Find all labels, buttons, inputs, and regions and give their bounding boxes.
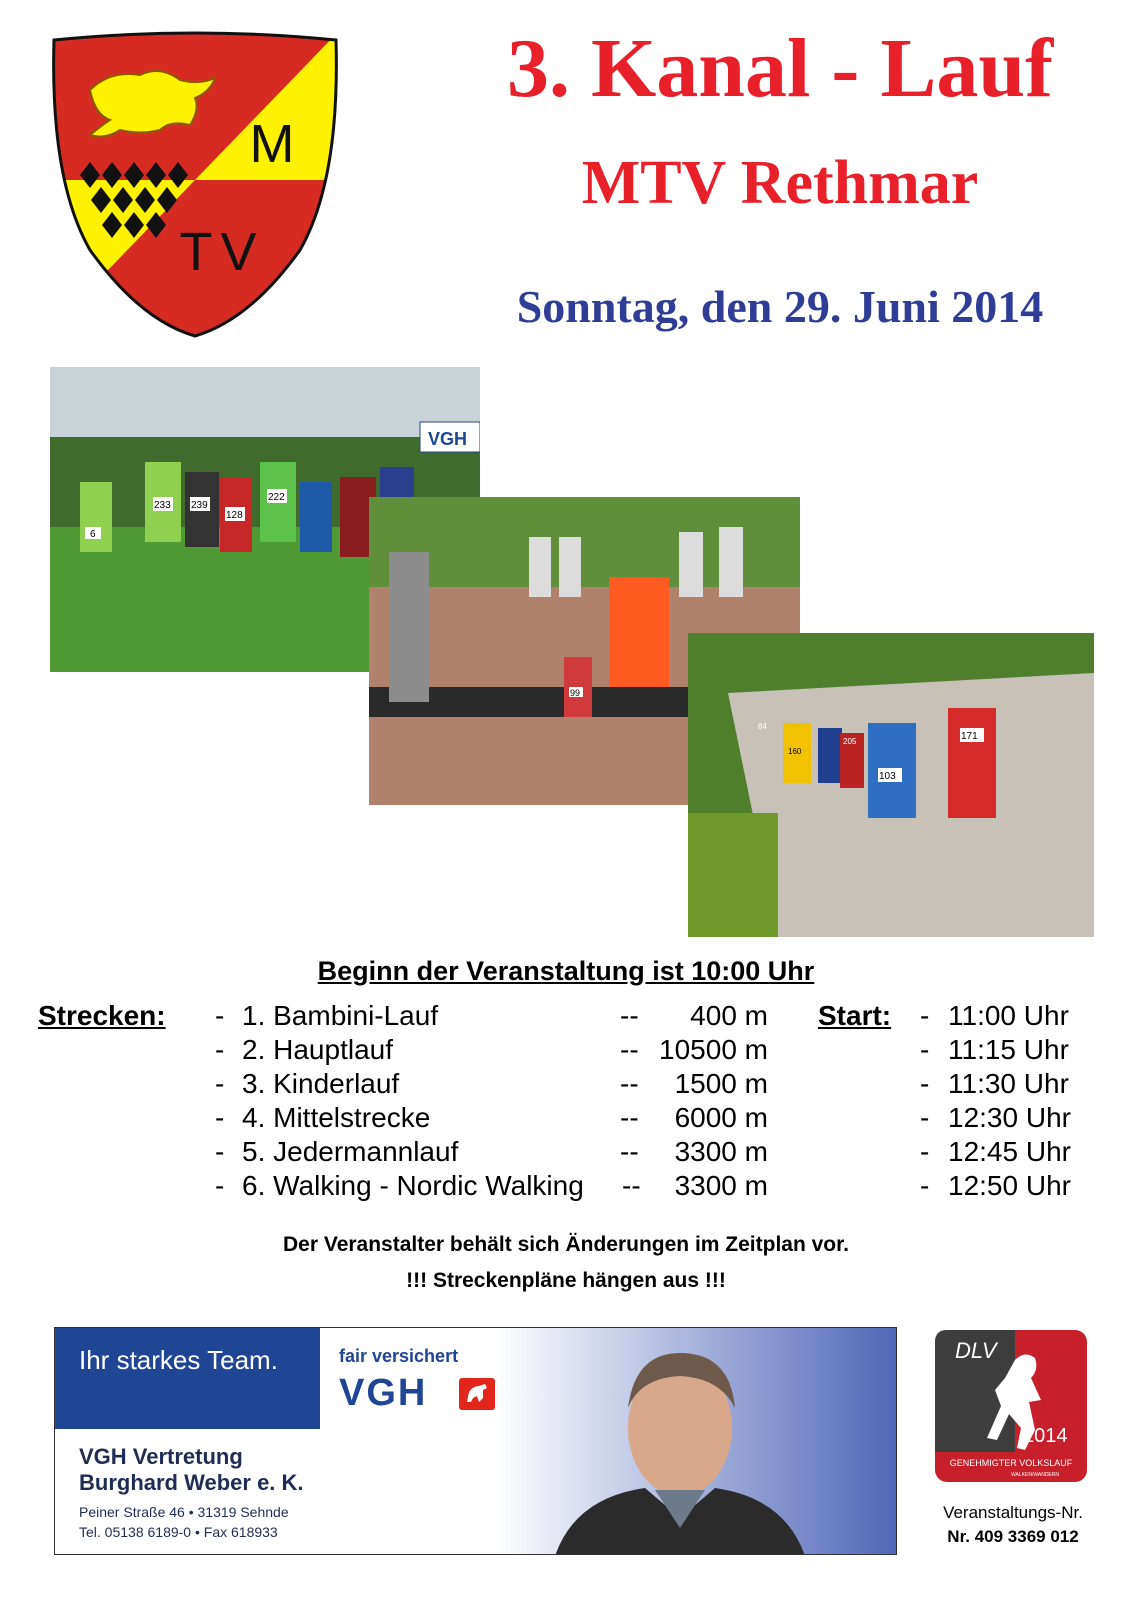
dlv-sub: WALKEN/WANDERN xyxy=(1011,1472,1059,1478)
race-dash: - xyxy=(920,1170,930,1201)
agent-portrait-photo xyxy=(495,1328,897,1555)
race-distance: 3300 m xyxy=(674,1170,768,1201)
race-dash: - xyxy=(215,1034,225,1065)
race-dash: - xyxy=(215,1068,225,1099)
race-separator: -- xyxy=(620,1034,639,1065)
bib: 99 xyxy=(570,688,581,698)
ad-slogan: Ihr starkes Team. xyxy=(79,1345,278,1375)
schedule-change-note: Der Veranstalter behält sich Änderungen im Zeitplan vor. xyxy=(283,1233,849,1256)
ad-owner: Burghard Weber e. K. xyxy=(79,1470,304,1495)
race-separator: -- xyxy=(620,1136,639,1167)
club-crest-logo xyxy=(50,30,340,340)
race-distance: 10500 m xyxy=(659,1034,768,1065)
ad-phone: Tel. 05138 6189-0 • Fax 618933 xyxy=(79,1524,278,1540)
bib: 6 xyxy=(90,529,96,540)
ad-agency: VGH Vertretung xyxy=(79,1444,243,1469)
crest-letter-m: M xyxy=(249,114,295,174)
bib: 128 xyxy=(226,510,243,521)
race-separator: -- xyxy=(622,1170,641,1201)
bib: 205 xyxy=(843,737,857,746)
race-name: 3. Kinderlauf xyxy=(242,1068,400,1099)
route-plans-note: !!! Streckenpläne hängen aus !!! xyxy=(406,1269,726,1292)
race-dash: - xyxy=(920,1102,930,1133)
event-date: Sonntag, den 29. Juni 2014 xyxy=(516,281,1044,332)
race-name: 1. Bambini-Lauf xyxy=(242,1000,439,1031)
start-label: Start: xyxy=(818,1000,892,1031)
race-separator: -- xyxy=(620,1068,639,1099)
runners-path-photo xyxy=(688,633,1094,937)
event-number: Nr. 409 3369 012 xyxy=(947,1527,1079,1546)
dlv-year: 2014 xyxy=(1023,1425,1068,1447)
race-name: 5. Jedermannlauf xyxy=(242,1136,459,1167)
race-start-time: 12:50 Uhr xyxy=(948,1170,1071,1201)
race-distance: 3300 m xyxy=(674,1136,768,1167)
race-dash: - xyxy=(215,1170,225,1201)
dlv-volkslauf-badge xyxy=(935,1330,1087,1482)
photo1-banner-text: VGH xyxy=(428,429,468,449)
event-begin-time: Beginn der Veranstaltung ist 10:00 Uhr xyxy=(317,956,815,986)
crest-letters-tv: TV xyxy=(179,222,265,282)
bib: 233 xyxy=(154,500,171,511)
race-separator: -- xyxy=(620,1000,639,1031)
race-distance: 1500 m xyxy=(674,1068,768,1099)
race-distance: 6000 m xyxy=(674,1102,768,1133)
ad-tagline: fair versichert xyxy=(339,1346,459,1366)
bib: 103 xyxy=(879,771,896,782)
dlv-caption: GENEHMIGTER VOLKSLAUF xyxy=(949,1458,1073,1468)
race-dash: - xyxy=(215,1136,225,1167)
event-number-label: Veranstaltungs-Nr. xyxy=(943,1503,1083,1522)
race-start-time: 11:15 Uhr xyxy=(948,1034,1069,1065)
bib: 84 xyxy=(758,722,767,731)
race-start-time: 12:30 Uhr xyxy=(948,1102,1071,1133)
bib: 239 xyxy=(191,500,208,511)
ad-brand: VGH xyxy=(339,1372,428,1414)
race-dash: - xyxy=(920,1136,930,1167)
race-distance: 400 m xyxy=(690,1000,768,1031)
ad-slogan-panel xyxy=(55,1328,320,1429)
race-start-time: 11:00 Uhr xyxy=(948,1000,1069,1031)
strecken-label: Strecken: xyxy=(38,1000,166,1031)
race-name: 6. Walking - Nordic Walking xyxy=(242,1170,584,1201)
ad-address: Peiner Straße 46 • 31319 Sehnde xyxy=(79,1504,289,1520)
event-title: 3. Kanal - Lauf xyxy=(506,22,1054,115)
race-start-time: 12:45 Uhr xyxy=(948,1136,1071,1167)
race-start-time: 11:30 Uhr xyxy=(948,1068,1069,1099)
sponsor-ad xyxy=(54,1327,897,1555)
dlv-logo-text: DLV xyxy=(955,1338,997,1363)
bib: 171 xyxy=(961,731,978,742)
race-name: 4. Mittelstrecke xyxy=(242,1102,431,1133)
race-name: 2. Hauptlauf xyxy=(242,1034,393,1065)
race-dash: - xyxy=(920,1000,930,1031)
race-dash: - xyxy=(920,1068,930,1099)
race-dash: - xyxy=(215,1102,225,1133)
race-dash: - xyxy=(920,1034,930,1065)
horse-flag-icon xyxy=(459,1378,495,1410)
bib: 160 xyxy=(788,747,802,756)
club-name: MTV Rethmar xyxy=(581,149,979,217)
race-separator: -- xyxy=(620,1102,639,1133)
race-dash: - xyxy=(215,1000,225,1031)
bib: 222 xyxy=(268,492,285,503)
